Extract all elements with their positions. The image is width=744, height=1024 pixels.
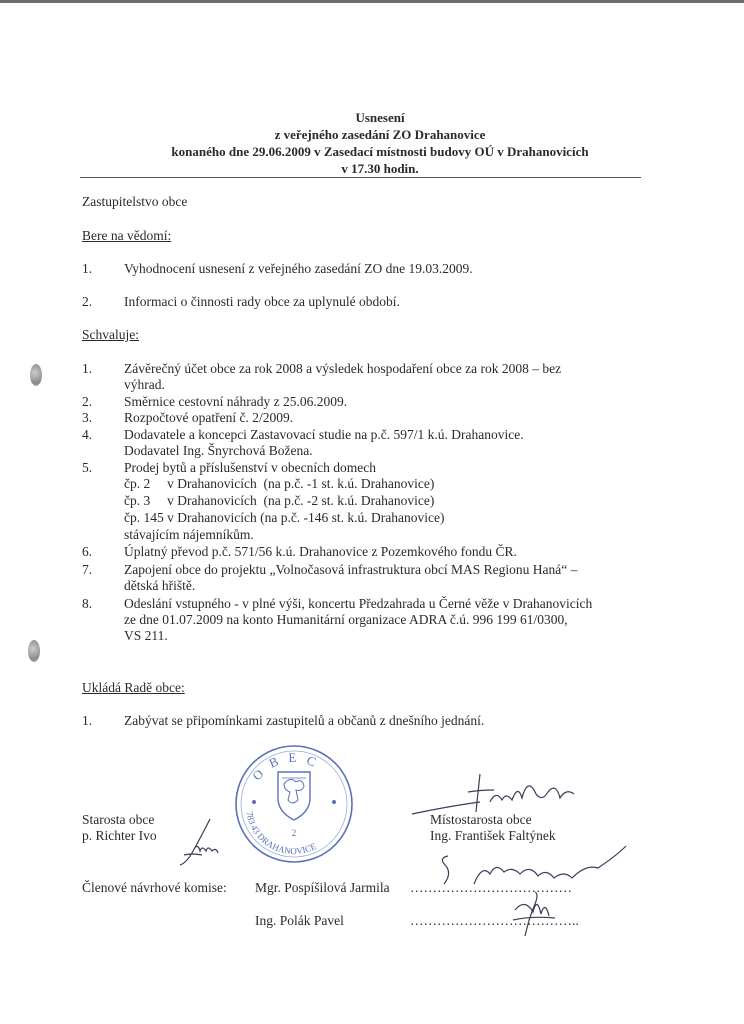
komise-member-1: Mgr. Pospíšilová Jarmila [255,880,390,895]
mistostarosta-name: Ing. František Faltýnek [430,828,556,843]
schvaluje-item-4-number: 4. [82,427,93,442]
member-1-signature [430,844,630,894]
title-line-4: v 17.30 hodin. [341,161,419,176]
uklada-item-1-number: 1. [82,713,93,728]
bere-item-1-text: Vyhodnocení usnesení z veřejného zasedání ZO dne 19.03.2009. [124,261,473,276]
schvaluje-item-8-number: 8. [82,596,93,611]
municipal-stamp [232,742,356,866]
schvaluje-item-8-line-3: VS 211. [124,628,168,643]
komise-member-2: Ing. Polák Pavel [255,913,344,928]
schvaluje-item-5-line-2: čp. 2 v Drahanovicích (na p.č. -1 st. k.ú. Drahanovice) [124,476,435,491]
schvaluje-item-5-number: 5. [82,460,93,475]
schvaluje-item-7-line-1: Zapojení obce do projektu „Volnočasová infrastruktura obcí MAS Regionu Haná“ – [124,562,578,577]
stamp-ring-bottom-text: 783 43 DRAHANOVICE [244,810,318,857]
header-rule [80,177,641,178]
punch-hole-top [30,364,42,386]
title-line-2: z veřejného zasedání ZO Drahanovice [274,127,486,142]
schvaluje-item-5-line-3: čp. 3 v Drahanovicích (na p.č. -2 st. k.ú. Drahanovice) [124,493,435,508]
punch-hole-bottom [28,640,40,662]
bere-item-2-text: Informaci o činnosti rady obce za uplynulé období. [124,294,400,309]
schvaluje-heading: Schvaluje: [82,327,139,342]
bere-item-1-number: 1. [82,261,93,276]
schvaluje-item-5-line-5: stávajícím nájemníkům. [124,527,254,542]
komise-member-1-signature-line: ……………………………… [410,880,572,895]
schvaluje-item-2-line-1: Směrnice cestovní náhrady z 25.06.2009. [124,394,348,409]
schvaluje-item-2-number: 2. [82,394,93,409]
schvaluje-item-6-line-1: Úplatný převod p.č. 571/56 k.ú. Drahanovice z Pozemkového fondu ČR. [124,544,517,559]
uklada-item-1-text: Zabývat se připomínkami zastupitelů a občanů z dnešního jednání. [124,713,485,728]
schvaluje-item-5-line-1: Prodej bytů a příslušenství v obecních domech [124,460,376,475]
schvaluje-item-1-line-2: výhrad. [124,377,165,392]
schvaluje-item-8-line-1: Odeslání vstupného - v plné výši, koncertu Předzahrada u Černé věže v Drahanovicích [124,596,593,611]
komise-member-2-signature-line: ……………………………….. [410,913,579,928]
schvaluje-item-7-line-2: dětská hřiště. [124,578,196,593]
schvaluje-item-1-line-1: Závěrečný účet obce za rok 2008 a výsledek hospodaření obce za rok 2008 – bez [124,361,562,376]
starosta-name: p. Richter Ivo [82,828,157,843]
schvaluje-item-6-number: 6. [82,544,93,559]
scan-top-edge [0,0,744,3]
stamp-center-number: 2 [291,828,297,838]
schvaluje-item-3-line-1: Rozpočtové opatření č. 2/2009. [124,410,294,425]
intro-text: Zastupitelstvo obce [82,194,188,209]
stamp-ring-top-text: O B E C [249,749,322,784]
title-line-1: Usnesení [355,110,405,125]
mistostarosta-signature [410,772,590,822]
member-2-signature [505,890,565,938]
schvaluje-item-1-number: 1. [82,361,93,376]
schvaluje-item-3-number: 3. [82,410,93,425]
schvaluje-item-7-number: 7. [82,562,93,577]
schvaluje-item-8-line-2: ze dne 01.07.2009 na konto Humanitární organizace ADRA č.ú. 996 199 61/0300, [124,612,568,627]
schvaluje-item-5-line-4: čp. 145 v Drahanovicích (na p.č. -146 st. k.ú. Drahanovice) [124,510,445,525]
title-line-3: konaného dne 29.06.2009 v Zasedací místnosti budovy OÚ v Drahanovicích [171,144,589,159]
uklada-heading: Ukládá Radě obce: [82,680,185,695]
mistostarosta-role: Místostarosta obce [430,812,532,827]
starosta-signature [172,815,232,870]
schvaluje-item-4-line-2: Dodavatel Ing. Šnyrchová Božena. [124,443,313,458]
bere-item-2-number: 2. [82,294,93,309]
bere-heading: Bere na vědomí: [82,228,172,243]
komise-label: Členové návrhové komise: [82,880,227,895]
schvaluje-item-4-line-1: Dodavatele a koncepci Zastavovací studie na p.č. 597/1 k.ú. Drahanovice. [124,427,524,442]
coat-of-arms-icon [278,772,310,820]
starosta-role: Starosta obce [82,812,155,827]
